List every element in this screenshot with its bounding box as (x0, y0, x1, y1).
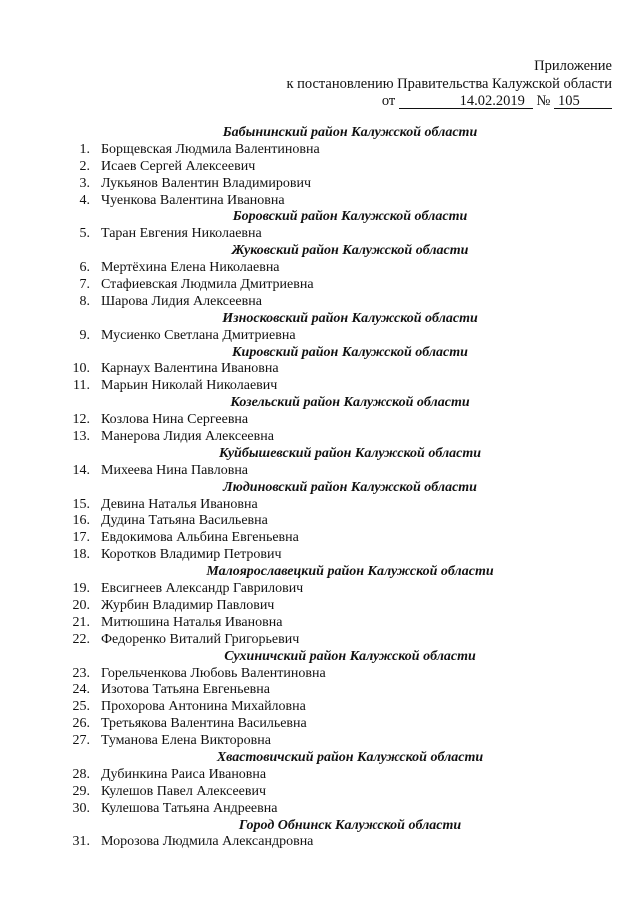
list-item (0, 784, 640, 801)
person-name: Коротков Владимир Петрович (101, 547, 282, 563)
person-name: Козлова Нина Сергеевна (101, 412, 249, 428)
district-heading: Город Обнинск Калужской области (238, 817, 462, 833)
item-number: 23. (72, 665, 90, 681)
item-number: 1. (79, 141, 90, 157)
list-item (0, 598, 640, 615)
item-number: 7. (79, 277, 90, 293)
item-number: 17. (72, 530, 90, 546)
item-number: 19. (72, 581, 90, 597)
list-item (0, 666, 640, 683)
district-heading: Куйбышевский район Калужской области (218, 445, 482, 461)
item-number: 28. (72, 766, 90, 782)
list-item (0, 193, 640, 210)
person-name: Мусиенко Светлана Дмитриевна (101, 327, 296, 343)
list-item (0, 581, 640, 598)
item-number: 22. (72, 631, 90, 647)
person-name: Стафиевская Людмила Дмитриевна (101, 277, 314, 293)
district-heading: Малоярославецкий район Калужской области (206, 564, 494, 580)
person-name: Кулешов Павел Алексеевич (101, 783, 267, 799)
list-item (0, 176, 640, 193)
district-heading: Людиновский район Калужской области (223, 479, 477, 495)
item-number: 10. (72, 361, 90, 377)
person-name: Марьин Николай Николаевич (101, 378, 278, 394)
person-name: Митюшина Наталья Ивановна (101, 614, 283, 630)
item-number: 20. (72, 597, 90, 613)
district-heading: Козельский район Калужской области (230, 395, 470, 411)
person-name: Дудина Татьяна Васильевна (101, 513, 268, 529)
item-number: 21. (72, 614, 90, 630)
person-name: Борщевская Людмила Валентиновна (101, 141, 320, 157)
list-item (0, 547, 640, 564)
item-number: 15. (72, 496, 90, 512)
item-number: 5. (79, 226, 90, 242)
person-name: Исаев Сергей Алексеевич (101, 158, 256, 174)
person-name: Чуенкова Валентина Ивановна (101, 192, 285, 208)
list-item (0, 513, 640, 530)
item-number: 25. (72, 699, 90, 715)
person-name: Морозова Людмила Александровна (101, 834, 314, 850)
list-item (0, 277, 640, 294)
item-number: 11. (73, 378, 90, 394)
item-number: 3. (79, 175, 90, 191)
list-item (0, 429, 640, 446)
person-name: Лукьянов Валентин Владимирович (101, 175, 311, 191)
item-number: 12. (72, 412, 90, 428)
item-number: 2. (79, 158, 90, 174)
item-number: 27. (72, 733, 90, 749)
appendix-label: Приложение (534, 58, 612, 74)
person-name: Михеева Нина Павловна (101, 462, 249, 478)
list-item (0, 767, 640, 784)
item-number: 30. (72, 800, 90, 816)
list-item (0, 733, 640, 750)
item-number: 24. (72, 682, 90, 698)
district-heading: Износковский район Калужской области (222, 310, 478, 326)
from-label: от (381, 93, 396, 109)
list-item (0, 699, 640, 716)
item-number: 4. (79, 192, 90, 208)
person-name: Мертёхина Елена Николаевна (101, 260, 280, 276)
item-number: 29. (72, 783, 90, 799)
list-item (0, 260, 640, 277)
item-number: 8. (79, 293, 90, 309)
item-number: 31. (72, 834, 90, 850)
resolution-number: 105 (554, 94, 612, 109)
list-item (0, 463, 640, 480)
item-number: 13. (72, 429, 90, 445)
district-heading: Сухиничский район Калужской области (224, 648, 476, 664)
list-item (0, 497, 640, 514)
person-name: Кулешова Татьяна Андреевна (101, 800, 278, 816)
list-item (0, 328, 640, 345)
list-item (0, 682, 640, 699)
list-item (0, 801, 640, 818)
person-name: Третьякова Валентина Васильевна (101, 716, 307, 732)
list-item (0, 361, 640, 378)
resolution-reference: к постановлению Правительства Калужской области (286, 76, 612, 92)
district-heading: Боровский район Калужской области (232, 209, 468, 225)
district-heading: Жуковский район Калужской области (231, 243, 469, 259)
person-name: Дубинкина Раиса Ивановна (101, 766, 267, 782)
resolution-date: 14.02.2019 (399, 94, 533, 109)
list-item (0, 530, 640, 547)
item-number: 16. (72, 513, 90, 529)
person-name: Евсигнеев Александр Гаврилович (101, 581, 304, 597)
item-number: 6. (79, 260, 90, 276)
list-item (0, 412, 640, 429)
person-name: Прохорова Антонина Михайловна (101, 699, 306, 715)
list-item (0, 142, 640, 159)
person-name: Федоренко Виталий Григорьевич (101, 631, 300, 647)
district-heading: Бабынинский район Калужской области (222, 125, 478, 140)
list-item (0, 834, 640, 851)
person-name: Евдокимова Альбина Евгеньевна (101, 530, 299, 546)
item-number: 18. (72, 547, 90, 563)
person-name: Шарова Лидия Алексеевна (101, 293, 262, 309)
item-number: 26. (72, 716, 90, 732)
person-name: Туманова Елена Викторовна (101, 733, 271, 749)
item-number: 14. (72, 462, 90, 478)
list-item (0, 226, 640, 243)
list-item (0, 159, 640, 176)
people-list (0, 125, 640, 851)
person-name: Изотова Татьяна Евгеньевна (101, 682, 270, 698)
resolution-date-number (382, 93, 612, 110)
person-name: Девина Наталья Ивановна (101, 496, 258, 512)
person-name: Карнаух Валентина Ивановна (101, 361, 279, 377)
list-item (0, 378, 640, 395)
person-name: Манерова Лидия Алексеевна (101, 429, 274, 445)
person-name: Журбин Владимир Павлович (101, 597, 275, 613)
person-name: Горельченкова Любовь Валентиновна (101, 665, 326, 681)
district-heading: Хвастовичский район Калужской области (216, 749, 484, 765)
list-item (0, 615, 640, 632)
list-item (0, 294, 640, 311)
list-item (0, 632, 640, 649)
person-name: Таран Евгения Николаевна (101, 226, 262, 242)
number-label: № (536, 93, 551, 109)
district-heading: Кировский район Калужской области (232, 344, 468, 360)
item-number: 9. (79, 327, 90, 343)
list-item (0, 716, 640, 733)
